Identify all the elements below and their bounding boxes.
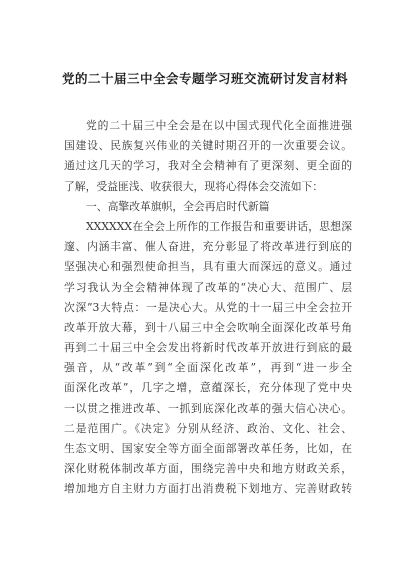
paragraph-line: 坚强决心和强烈使命担当，具有重大而深远的意义。通过 [64,260,352,274]
paragraph-line: 强音，从“改革”到“全面深化改革”，再到“进一步全 [64,361,352,375]
paragraph-line: 增加地方自主财力方面打出消费税下划地方、完善财政转 [64,482,352,496]
paragraph-line: 面深化改革”，几字之增，意蕴深长，充分体现了党中央 [64,381,352,395]
paragraph-line: 国建设、民族复兴伟业的关键时期召开的一次重要会议。 [64,139,352,153]
paragraph-line: 学习我认为全会精神体现了改革的“决心大、范围广、层 [64,280,352,294]
paragraph-line: 了解，受益匪浅、收获很大，现将心得体会交流如下： [64,179,324,193]
section-heading: 一、高擎改革旗帜，全会再启时代新篇 [86,199,270,213]
paragraph-line: 次深”3大特点：一是决心大。从党的十一届三中全会拉开 [64,300,352,314]
paragraph-line: XXXXXX在全会上所作的工作报告和重要讲话，思想深 [86,219,352,233]
paragraph-line: 深化财税体制改革方面，围绕完善中央和地方财政关系， [64,462,352,476]
paragraph-line: 再到二十届三中全会发出将新时代改革开放进行到底的最 [64,341,352,355]
document-body [64,116,352,500]
paragraph-line: 改革开放大幕，到十八届三中全会吹响全面深化改革号角 [64,320,352,334]
paragraph-line: 二是范围广。《决定》分别从经济、政治、文化、社会、 [64,421,352,435]
paragraph-line: 邃、内涵丰富、催人奋进，充分彰显了将改革进行到底的 [64,240,352,254]
paragraph-line: 生态文明、国家安全等方面全面部署改革任务，比如，在 [64,442,352,455]
document-title: 党的二十届三中全会专题学习班交流研讨发言材料 [61,71,348,86]
paragraph-line: 一以贯之推进改革、一抓到底深化改革的强大信心决心。 [64,401,352,415]
paragraph-line: 党的二十届三中全会是在以中国式现代化全面推进强 [86,119,352,132]
paragraph-line: 通过这几天的学习，我对全会精神有了更深刻、更全面的 [64,159,352,173]
